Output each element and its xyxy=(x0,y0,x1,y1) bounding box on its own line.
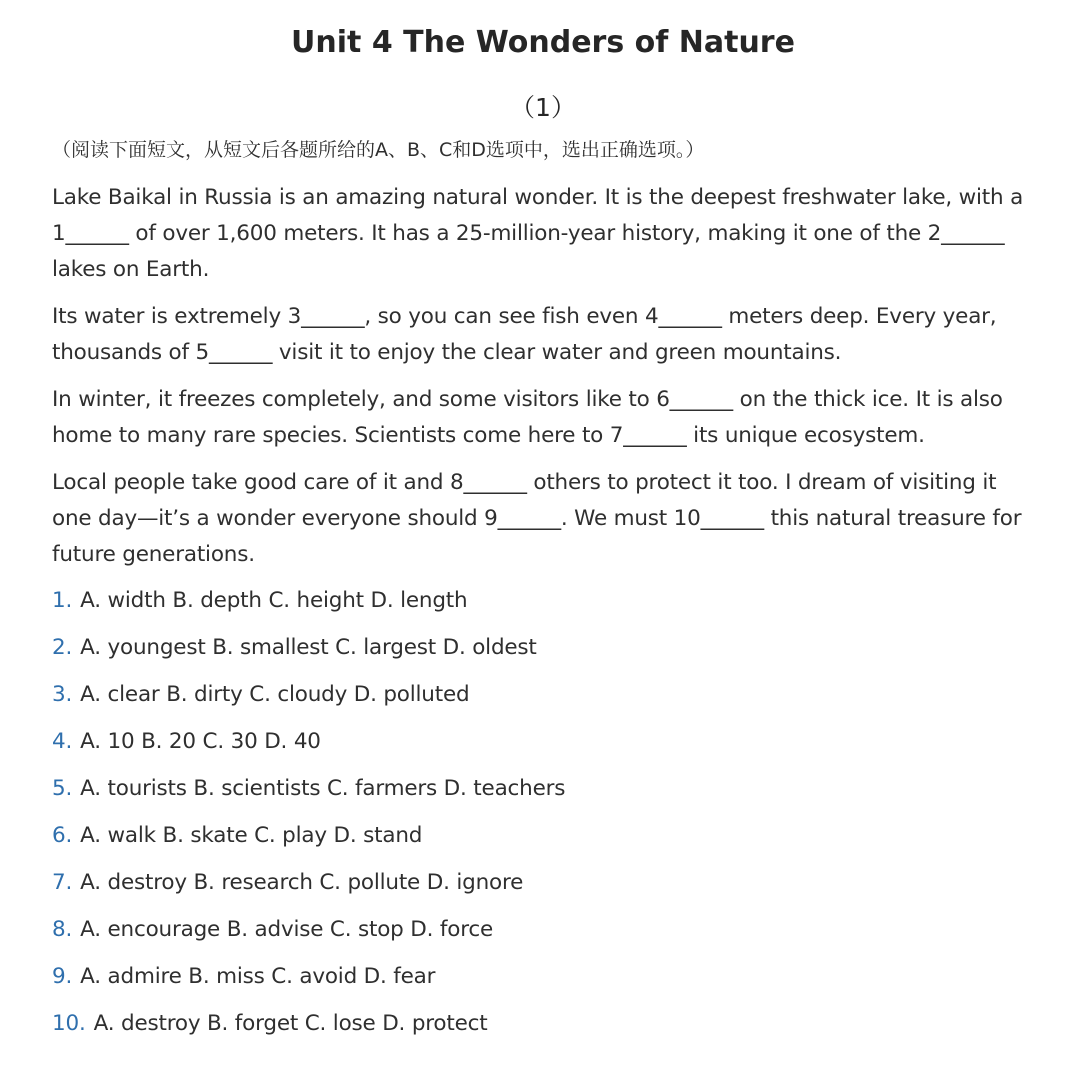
question-item xyxy=(52,583,1034,630)
question-choices: A. 10 B. 20 C. 30 D. 40 xyxy=(80,729,321,754)
question-number: 6. xyxy=(52,823,73,848)
question-choices: A. admire B. miss C. avoid D. fear xyxy=(80,964,436,989)
page-title: Unit 4 The Wonders of Nature xyxy=(291,25,795,60)
question-item xyxy=(52,865,1034,912)
question-number: 10. xyxy=(52,1011,86,1036)
section-number: （1） xyxy=(510,93,576,122)
question-number: 9. xyxy=(52,964,73,989)
question-choices: A. youngest B. smallest C. largest D. oldest xyxy=(80,635,537,660)
question-item xyxy=(52,771,1034,818)
question-item xyxy=(52,677,1034,724)
question-item xyxy=(52,912,1034,959)
question-choices: A. destroy B. research C. pollute D. ignore xyxy=(80,870,524,895)
question-number: 1. xyxy=(52,588,73,613)
question-item xyxy=(52,724,1034,771)
question-choices: A. tourists B. scientists C. farmers D. teachers xyxy=(80,776,566,801)
question-number: 3. xyxy=(52,682,73,707)
question-item xyxy=(52,959,1034,1006)
question-options-list xyxy=(52,583,1034,1053)
question-choices: A. walk B. skate C. play D. stand xyxy=(80,823,423,848)
passage-paragraph: Its water is extremely 3______, so you can see fish even 4______ meters deep. Every year, thousands of 5______ visit it to enjoy the clear water and green mountains. xyxy=(52,304,997,365)
question-item xyxy=(52,630,1034,677)
question-number: 5. xyxy=(52,776,73,801)
question-number: 4. xyxy=(52,729,73,754)
question-item xyxy=(52,818,1034,865)
passage-paragraph: In winter, it freezes completely, and some visitors like to 6______ on the thick ice. It is also home to many rare species. Scientists come here to 7______ its unique ecosystem. xyxy=(52,387,1003,448)
question-choices: A. width B. depth C. height D. length xyxy=(80,588,468,613)
passage-paragraph: Lake Baikal in Russia is an amazing natural wonder. It is the deepest freshwater lake, with a 1______ of over 1,600 meters. It has a 25-million-year history, making it one of the 2______ lakes on Earth. xyxy=(52,185,1024,282)
reading-passage xyxy=(52,180,1034,573)
instruction-text: （阅读下面短文，从短文后各题所给的A、B、C和D选项中，选出正确选项。） xyxy=(52,139,705,161)
question-choices: A. encourage B. advise C. stop D. force xyxy=(80,917,494,942)
question-number: 8. xyxy=(52,917,73,942)
question-number: 2. xyxy=(52,635,73,660)
question-choices: A. clear B. dirty C. cloudy D. polluted xyxy=(80,682,470,707)
passage-paragraph: Local people take good care of it and 8______ others to protect it too. I dream of visiting it one day—it’s a wonder everyone should 9______. We must 10______ this natural treasure for future generations. xyxy=(52,470,1022,567)
question-choices: A. destroy B. forget C. lose D. protect xyxy=(93,1011,488,1036)
question-number: 7. xyxy=(52,870,73,895)
question-item xyxy=(52,1006,1034,1053)
